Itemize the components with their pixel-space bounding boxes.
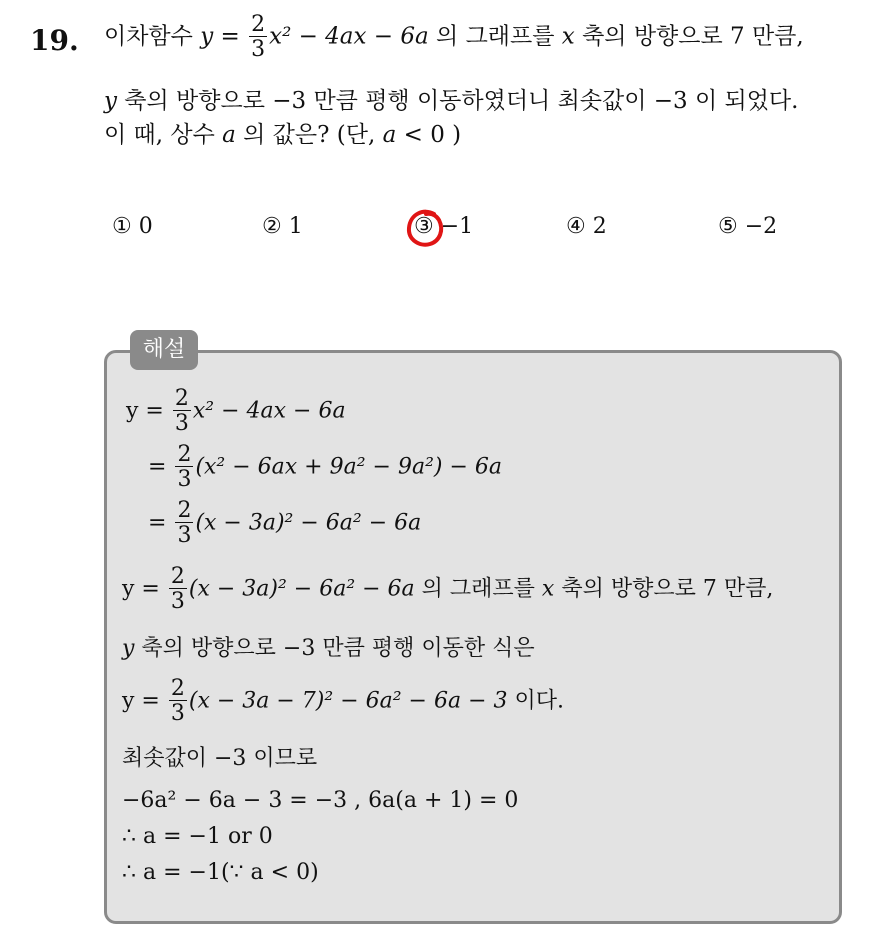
solution-line-2: = $\frac{2}{3}$ (x² − 6ax + 9a² − 9a²) − 6a — [148, 442, 503, 492]
solution-line-9: ∴ a = −1 or 0 — [122, 824, 273, 849]
solution-line-5: y 축의 방향으로 −3 만큼 평행 이동한 식은 — [122, 636, 535, 661]
solution-line-1: y = $\frac{2}{3}$ x² − 4ax − 6a — [126, 386, 346, 436]
solution-line-7: 최솟값이 −3 이므로 — [122, 746, 318, 771]
choice-4[interactable]: ④ 2 — [566, 214, 607, 239]
choice-3[interactable]: ③ −1 — [414, 214, 474, 239]
solution-line-8: −6a² − 6a − 3 = −3 , 6a(a + 1) = 0 — [122, 788, 519, 813]
solution-line-6: y = $\frac{2}{3}$ (x − 3a − 7)² − 6a² − 6a − 3 이다. — [122, 676, 565, 726]
question-number: 19. — [30, 24, 79, 57]
question-line-3: 이 때, 상수 a 의 값은? (단, a < 0 ) — [104, 122, 462, 148]
choice-5[interactable]: ⑤ −2 — [718, 214, 778, 239]
choice-2[interactable]: ② 1 — [262, 214, 303, 239]
solution-line-10: ∴ a = −1(∵ a < 0) — [122, 860, 319, 885]
question-line-1: 이차함수 y = $\frac{2}{3}$ x² − 4ax − 6a 의 그래프를 x 축의 방향으로 7 만큼, — [104, 12, 804, 62]
solution-line-4: y = $\frac{2}{3}$ (x − 3a)² − 6a² − 6a 의 그래프를 x 축의 방향으로 7 만큼, — [122, 564, 774, 614]
solution-tag: 해설 — [130, 330, 198, 370]
red-circle-stroke — [409, 212, 441, 245]
fraction: $\frac{2}{3}$ — [251, 12, 266, 62]
solution-line-3: = $\frac{2}{3}$ (x − 3a)² − 6a² − 6a — [148, 498, 422, 548]
question-line-2: y 축의 방향으로 −3 만큼 평행 이동하였더니 최솟값이 −3 이 되었다. — [104, 88, 799, 114]
choice-1[interactable]: ① 0 — [112, 214, 153, 239]
answer-circle-mark — [404, 206, 448, 250]
